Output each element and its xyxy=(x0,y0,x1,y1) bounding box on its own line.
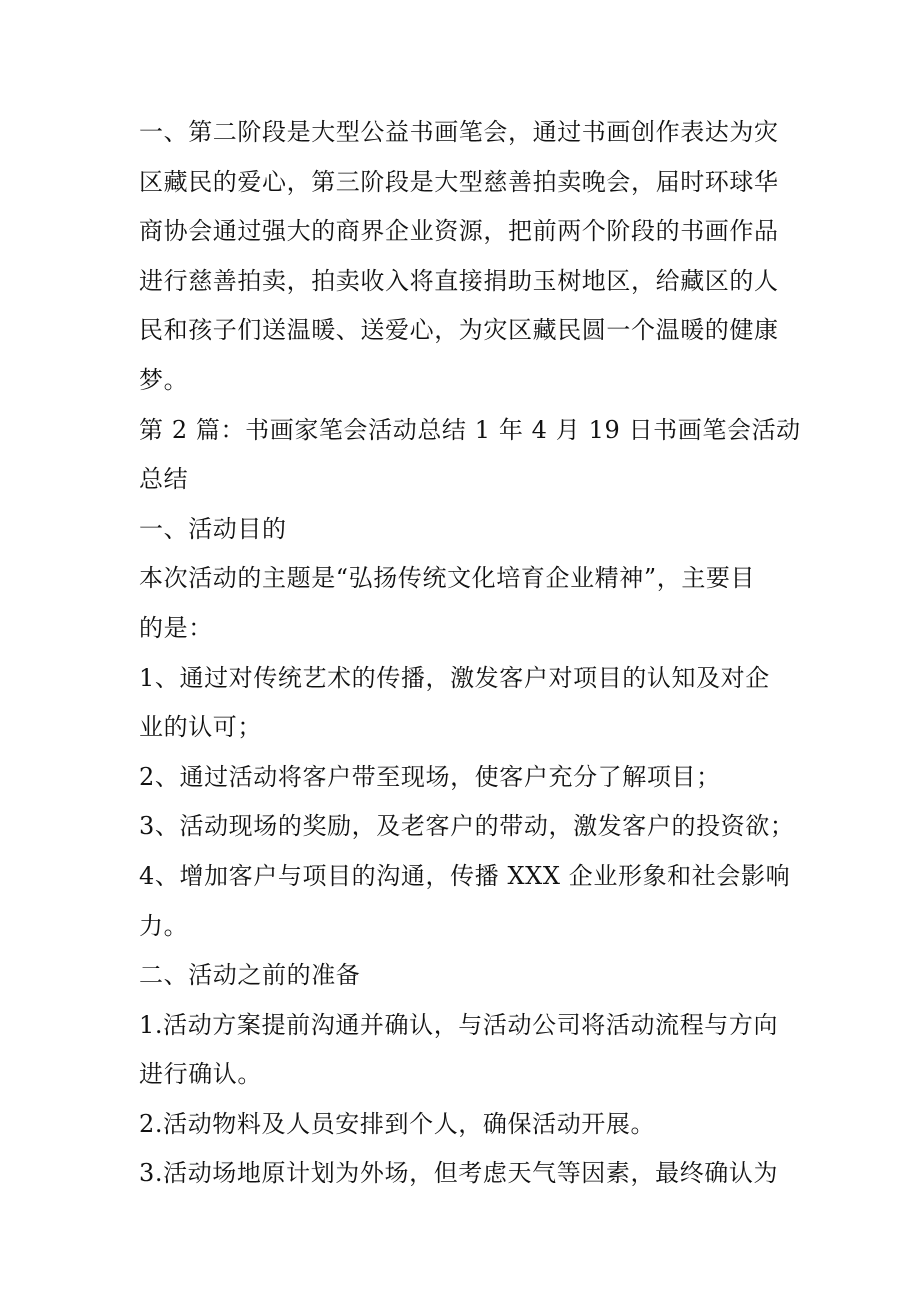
text-line: 本次活动的主题是“弘扬传统文化培育企业精神”，主要目 xyxy=(139,564,756,593)
text-line: 商协会通过强大的商界企业资源，把前两个阶段的书画作品 xyxy=(139,217,779,246)
text-line: 一、第二阶段是大型公益书画笔会，通过书画创作表达为灾 xyxy=(139,118,779,146)
text-line: 梦。 xyxy=(139,365,189,394)
text-line: 区藏民的爱心，第三阶段是大型慈善拍卖晚会，届时环球华 xyxy=(139,167,779,196)
list-item: 1、通过对传统艺术的传播，激发客户对项目的认知及对企 xyxy=(139,663,770,692)
section-heading: 第 2 篇：书画家笔会活动总结 1 年 4 月 19 日书画笔会活动 xyxy=(139,415,801,444)
list-item: 3、活动现场的奖励，及老客户的带动，激发客户的投资欲； xyxy=(139,812,795,841)
text-line: 进行慈善拍卖，拍卖收入将直接捐助玉树地区，给藏区的人 xyxy=(139,266,779,295)
subsection-heading: 二、活动之前的准备 xyxy=(139,961,361,990)
subsection-heading: 一、活动目的 xyxy=(139,514,287,543)
list-item: 2、通过活动将客户带至现场，使客户充分了解项目； xyxy=(139,762,721,791)
text-line: 的是： xyxy=(139,613,213,642)
list-item: 2.活动物料及人员安排到个人，确保活动开展。 xyxy=(139,1109,656,1138)
section-heading: 总结 xyxy=(139,465,189,494)
list-item: 3.活动场地原计划为外场，但考虑天气等因素，最终确认为 xyxy=(139,1159,779,1188)
list-item: 力。 xyxy=(139,911,189,940)
list-item: 业的认可； xyxy=(139,713,262,742)
list-item: 1.活动方案提前沟通并确认，与活动公司将活动流程与方向 xyxy=(139,1010,779,1039)
list-item: 进行确认。 xyxy=(139,1060,262,1089)
text-line: 民和孩子们送温暖、送爱心，为灾区藏民圆一个温暖的健康 xyxy=(139,316,779,345)
list-item: 4、增加客户与项目的沟通，传播 XXX 企业形象和社会影响 xyxy=(139,861,791,890)
document-body xyxy=(139,108,801,1199)
